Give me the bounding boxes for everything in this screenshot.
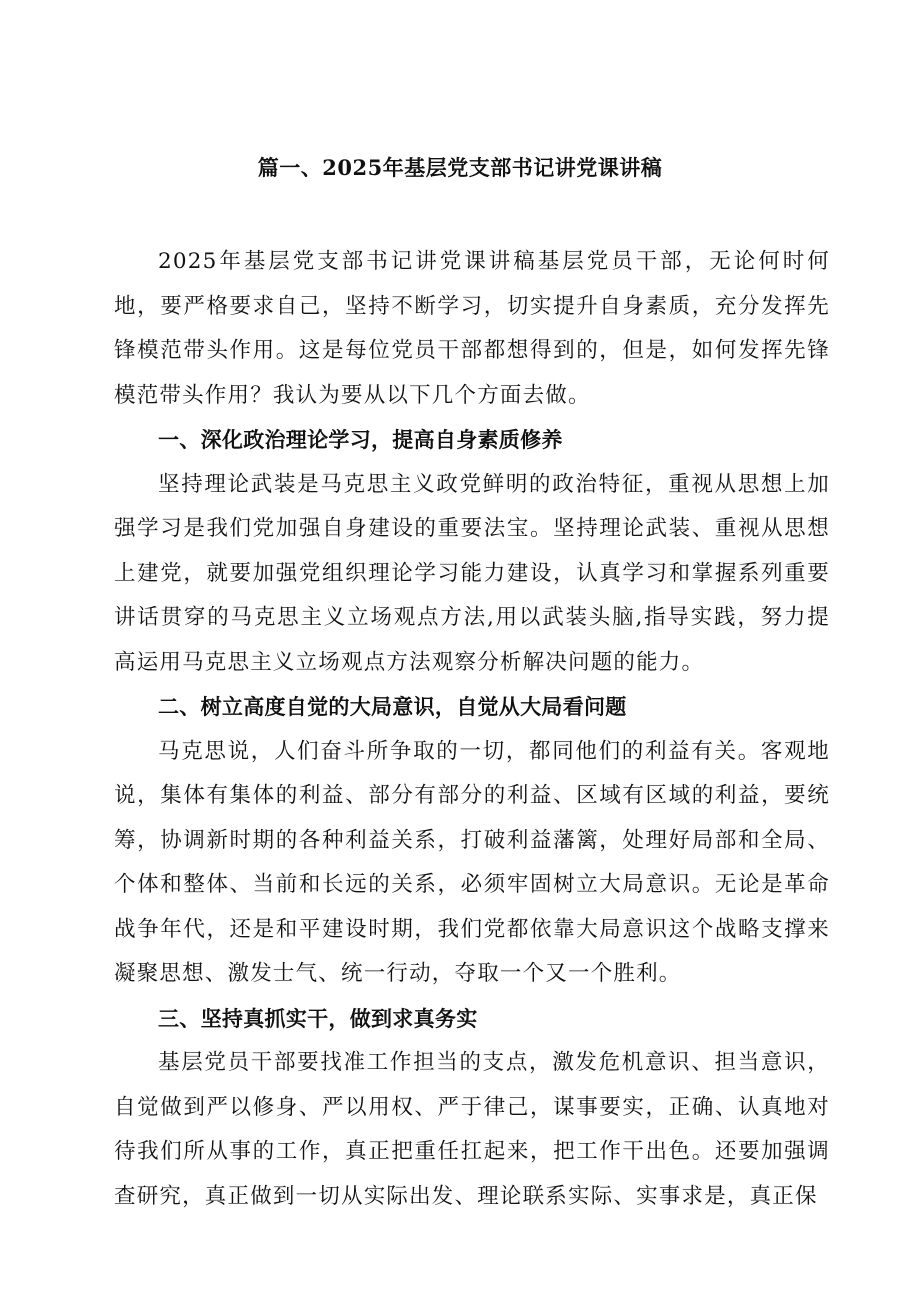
section-1-heading: 一、深化政治理论学习，提高自身素质修养 (158, 428, 563, 452)
section-2-paragraph: 马克思说，人们奋斗所争取的一切，都同他们的利益有关。客观地说，集体有集体的利益、部分有部分的利益、区域有区域的利益，要统筹，协调新时期的各种利益关系，打破利益藩篱，处理好局部和全局、个体和整体、当前和长远的关系，必须牢固树立大局意识。无论是革命战争年代，还是和平建设时期，我们党都依靠大局意识这个战略支撑来凝聚思想、激发士气、统一行动，夺取一个又一个胜利。 (114, 738, 830, 986)
document-body (114, 240, 830, 1219)
section-2-heading: 二、树立高度自觉的大局意识，自觉从大局看问题 (158, 695, 627, 719)
section-1-paragraph: 坚持理论武装是马克思主义政党鲜明的政治特征，重视从思想上加强学习是我们党加强自身建设的重要法宝。坚持理论武装、重视从思想上建党，就要加强党组织理论学习能力建设，认真学习和掌握系列重要讲话贯穿的马克思主义立场观点方法,用以武装头脑,指导实践，努力提高运用马克思主义立场观点方法观察分析解决问题的能力。 (114, 471, 830, 675)
section-3-paragraph: 基层党员干部要找准工作担当的支点，激发危机意识、担当意识，自觉做到严以修身、严以用权、严于律己，谋事要实，正确、认真地对待我们所从事的工作，真正把重任扛起来，把工作干出色。还要加强调查研究，真正做到一切从实际出发、理论联系实际、实事求是，真正保 (114, 1050, 830, 1209)
section-3-heading: 三、坚持真抓实干，做到求真务实 (158, 1006, 478, 1031)
intro-paragraph: 2025年基层党支部书记讲党课讲稿基层党员干部，无论何时何地，要严格要求自己，坚持不断学习，切实提升自身素质，充分发挥先锋模范带头作用。这是每位党员干部都想得到的，但是，如何发挥先锋模范带头作用？我认为要从以下几个方面去做。 (114, 249, 830, 408)
document-title: 篇一、2025年基层党支部书记讲党课讲稿 (257, 155, 663, 180)
